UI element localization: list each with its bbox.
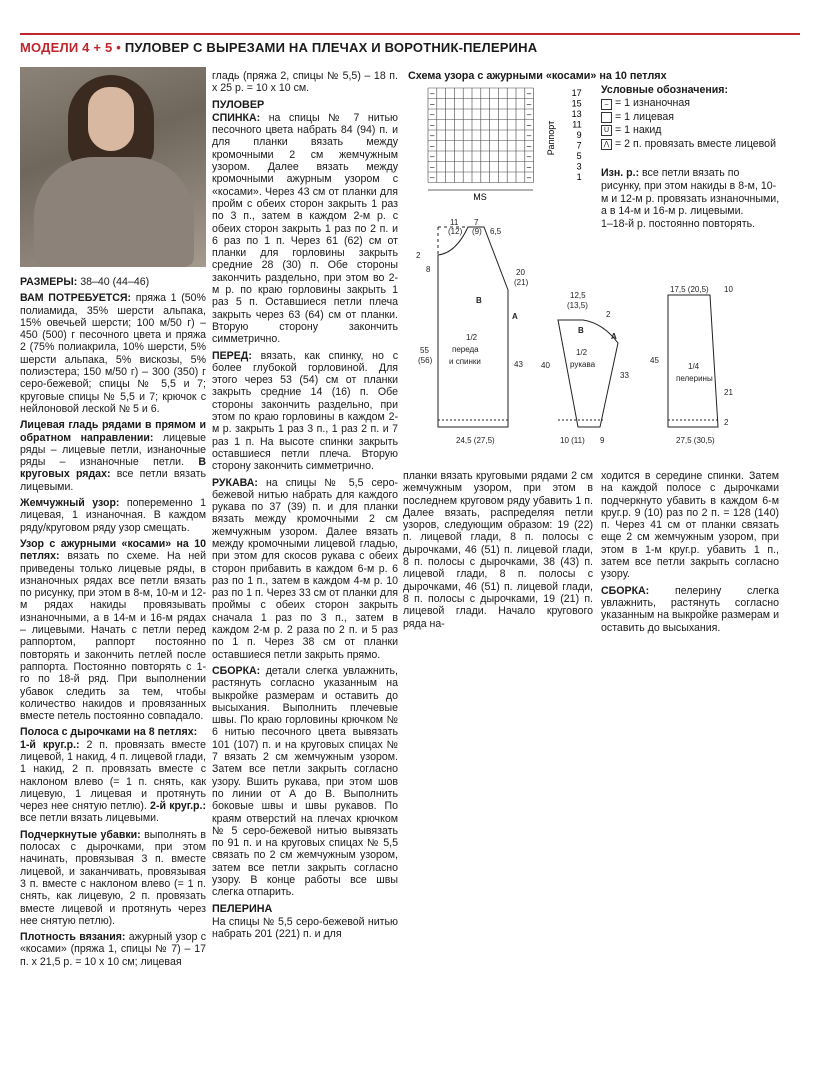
stockinette-round-text: все петли вязать лицевыми. xyxy=(20,468,206,493)
chart-row-numbers xyxy=(572,88,582,182)
stockinette-label: Лицевая гладь рядами в прямом и обратном направлении: xyxy=(20,419,206,444)
note-text: все петли вязать по рисунку, при этом накиды в 8-м, 10-м и 12-м р. провязать изнаночными, а в 14-м и 16-м р. лицевыми. xyxy=(601,167,780,218)
chart-row-number: 5 xyxy=(576,151,582,161)
sleeves-label: РУКАВА: xyxy=(212,476,258,489)
eyelet-round2-text: все петли вязать лицевыми. xyxy=(20,812,159,825)
dim-body-12: (12) xyxy=(448,227,463,236)
photo-face xyxy=(88,87,134,151)
dim-body-2: 2 xyxy=(416,251,421,260)
gauge xyxy=(20,931,206,968)
chart-row-number: 9 xyxy=(576,130,582,140)
cape-labels xyxy=(650,285,733,445)
chart-legend xyxy=(601,84,776,151)
chart-cell-mark: – xyxy=(526,162,532,172)
dim-body-20: 20 xyxy=(516,268,525,277)
dim-cape-10: 10 xyxy=(724,285,733,294)
eyelet-round1-text: 2 п. провязать вместе лицевой, 1 накид, 4 п. лицевой глади, 1 накид, 2 п. провязать вместе с наклоном влево (= 1 п. снять, как лицевую, 1 лицевая и протянуть через нее снятую петлю). xyxy=(20,738,206,813)
dim-body-9: (9) xyxy=(472,227,482,236)
cape-label-1: 1/4 xyxy=(688,362,700,371)
assembly-label: СБОРКА: xyxy=(212,664,261,677)
dim-sleeve-bottom: 10 (11) xyxy=(560,436,585,445)
chart-cell-mark: – xyxy=(430,99,435,109)
sleeve-piece xyxy=(558,320,618,427)
materials-label: ВАМ ПОТРЕБУЕТСЯ: xyxy=(20,292,132,305)
rapport-label: Раппорт xyxy=(546,120,556,156)
gauge-label: Плотность вязания: xyxy=(20,931,126,944)
sleeve-label-2: рукава xyxy=(570,360,596,369)
cape-outline xyxy=(668,295,718,427)
section-cape: ПЕЛЕРИНА xyxy=(212,902,273,915)
dim-body-65: 6,5 xyxy=(490,227,502,236)
purl-symbol: – xyxy=(601,99,612,110)
section-pullover: ПУЛОВЕР xyxy=(212,98,265,111)
assembly xyxy=(212,665,398,899)
body-label-3: и спинки xyxy=(449,357,481,366)
chart-cell-mark: – xyxy=(430,173,435,182)
cape-assembly-text: пелерину слегка увлажнить, растянуть согласно указанным на выкройке размерам и оставить до высыхания. xyxy=(601,584,779,634)
page-header xyxy=(20,33,800,55)
materials xyxy=(20,292,206,415)
eyelet-stripe xyxy=(20,726,206,824)
chart-row-number: 1 xyxy=(576,172,582,182)
chart-cell-mark: – xyxy=(526,152,532,161)
column-4 xyxy=(601,470,779,638)
dim-body-43: 43 xyxy=(514,360,523,369)
chart-cell-mark: – xyxy=(526,131,532,140)
ms-label: MS xyxy=(473,192,487,201)
cape-assembly-label: СБОРКА: xyxy=(601,584,650,597)
dim-cape-bottom: 27,5 (30,5) xyxy=(676,436,715,445)
dim-body-7: 7 xyxy=(474,218,479,227)
dim-body-21: (21) xyxy=(514,278,529,287)
sleeve-point-a: A xyxy=(611,332,617,341)
sleeves-text: на спицы № 5,5 серо-бежевой нитью набрать для каждого рукава по 37 (39) п. и для планки вязать между кромочными 2 см жемчужным узором. Далее вязать между кромочными лицевой гладью, при этом для скосов рукава с обеих сторон прибавить в каждом 6-м р. 6 раз по 1 п., затем в каждом 4-м р. 10 раз по 1 п. Через 33 см от планки для проймы с обеих сторон закрыть сначала 1 раз по 3 п., затем в каждом 2-м р. 2 раза по 2 п. и 5 раз по 1 п. Через 38 см от планки оставшиеся петли закрыть прямо. xyxy=(212,476,398,661)
legend-yo-text: = 1 накид xyxy=(615,124,662,137)
gauge-continued: гладь (пряжа 2, спицы № 5,5) – 18 п. х 25 р. = 10 х 10 см. xyxy=(212,70,398,95)
k2tog-symbol: ⋀ xyxy=(601,139,612,150)
chart-cell-mark: – xyxy=(526,99,532,109)
body-labels xyxy=(416,218,529,445)
legend-k2tog-text: = 2 п. провязать вместе лицевой xyxy=(615,137,776,150)
cape-continued: планки вязать круговыми рядами 2 см жемчужным узором, при этом в последнем круговом ряду убавить 1 п. Далее вязать, распределяя петли узоров, следующим образом: 19 (22) п. лицевой глади, 8 п. полосы с дырочками, 46 (51) п. лицевой глади, 8 п. полосы с дырочками, 38 (43) п. лицевой глади, 8 п. полосы с дырочками, 46 (51) п. лицевой глади, 8 п. полосы с дырочками, 19 (21) п. лицевой глади. Начало кругового ряда на- xyxy=(403,470,593,630)
dim-sleeve-top2: (13,5) xyxy=(567,301,588,310)
dim-body-bottom: 24,5 (27,5) xyxy=(456,436,495,445)
legend-title: Условные обозначения: xyxy=(601,84,728,96)
chart-grid xyxy=(428,88,534,183)
chart-cell-mark: – xyxy=(430,120,435,130)
legend-purl-text: = 1 изнаночная xyxy=(615,97,690,110)
seed-stitch xyxy=(20,497,206,534)
sizes-value: 38–40 (44–46) xyxy=(77,276,150,288)
column-3 xyxy=(403,470,593,634)
back-label: СПИНКА: xyxy=(212,111,261,124)
chart-title: Схема узора с ажурными «косами» на 10 петлях xyxy=(408,70,667,82)
chart-cell-mark: – xyxy=(430,162,435,172)
chart-cell-mark: – xyxy=(526,89,532,98)
body-label-1: 1/2 xyxy=(466,333,478,342)
cape-label-2: пелерины xyxy=(676,374,713,383)
chart-cell-mark: – xyxy=(430,89,435,98)
dim-body-8: 8 xyxy=(426,265,431,274)
dim-sleeve-top: 12,5 xyxy=(570,291,586,300)
cape-piece xyxy=(668,295,718,427)
dim-sleeve-2: 2 xyxy=(606,310,611,319)
chart-row-number: 3 xyxy=(576,161,582,172)
chart-row-number: 11 xyxy=(572,119,582,130)
cable-pattern xyxy=(20,538,206,722)
cable-label: Узор с ажурными «косами» на 10 петлях: xyxy=(20,537,206,563)
note-text-2: 1–18-й р. постоянно повторять. xyxy=(601,218,756,231)
body-piece xyxy=(438,227,508,427)
dim-body-11: 11 xyxy=(450,218,459,227)
dim-cape-top: 17,5 (20,5) xyxy=(670,285,709,294)
cape-assembly xyxy=(601,585,779,634)
assembly-text: детали слегка увлажнить, растянуть согласно указанным на выкройке размерам и оставить до высыхания. Выполнить плечевые швы. По краю горловины крючком № 6 нитью песочного цвета вывязать 101 (107) п. и на круговых спицах № 7 вязать 2 см жемчужным узором. Затем все петли закрыть согласно узору. Вшить рукава, при этом шов по линии от А до В. Выполнить боковые швы и швы рукавов. По краям отверстий на плечах крючком № 5 серо-бежевой нитью вывязать по 91 п. и на круговых спицах № 5,5 связать по 2 см жемчужным узором, затем все петли закрыть согласно узору. В конце работы все швы слегка отпарить. xyxy=(212,664,398,899)
yarn-over-symbol: U xyxy=(601,125,612,136)
body-label-2: переда xyxy=(452,345,479,354)
pattern-schematic xyxy=(408,215,803,470)
stitch-chart xyxy=(408,86,593,201)
chart-cell-mark: – xyxy=(430,110,435,119)
stockinette xyxy=(20,419,206,493)
legend-knit-text: = 1 лицевая xyxy=(615,110,675,123)
legend-item-yo xyxy=(601,124,776,137)
knit-symbol xyxy=(601,112,612,123)
chart-row-number: 13 xyxy=(571,109,582,119)
cable-text: вязать по схеме. На ней приведены только лицевые ряды, в изнаночных рядах все петли вязать по рисунку, при этом в 8-м, 10-м и 12-м рядах накиды провязывать изнаночными, а в 14-м и 16-м рядах – лицевыми. Начать с петли перед раппортом, раппорт постоянно повторять и закончить петлей после раппорта. Постоянно повторять с 1-го по 18-й ряд. При выполнении убавок следить за тем, чтобы количество накидов и провязанных вместе петель постоянно совпадало. xyxy=(20,550,206,723)
sizes-label: РАЗМЕРЫ: xyxy=(20,276,78,288)
eyelet-label: Полоса с дырочками на 8 петлях: xyxy=(20,726,198,739)
dim-cape-2: 2 xyxy=(724,418,729,427)
dim-body-55: 55 xyxy=(420,346,429,355)
stockinette-round-label: В круговых рядах: xyxy=(20,456,206,481)
sleeve-labels xyxy=(541,291,629,445)
dim-sleeve-9: 9 xyxy=(600,436,605,445)
chart-row-number: 7 xyxy=(576,140,582,151)
dim-body-56: (56) xyxy=(418,356,433,365)
front-label: ПЕРЕД: xyxy=(212,349,252,362)
decreases-label: Подчеркнутые убавки: xyxy=(20,828,141,841)
sleeve-outline xyxy=(558,320,618,427)
chart-cell-mark: – xyxy=(526,120,532,130)
eyelet-round2-label: 2-й круг.р.: xyxy=(150,800,206,813)
body-point-a: A xyxy=(512,312,518,321)
legend-item-purl xyxy=(601,97,776,110)
chart-cell-mark: – xyxy=(526,110,532,119)
cape-text: На спицы № 5,5 серо-бежевой нитью набрать 201 (221) п. и для xyxy=(212,915,398,941)
sizes xyxy=(20,276,206,288)
seed-text: попеременно 1 лицевая, 1 изнаночная. В каждом ряду/круговом ряду узор смещать. xyxy=(20,497,206,534)
stockinette-text: лицевые ряды – лицевые петли, изнаночные ряды – изнаночные петли. xyxy=(20,431,206,469)
front xyxy=(212,350,398,473)
decreases xyxy=(20,829,206,927)
back xyxy=(212,112,398,346)
front-text: вязать, как спинку, но с более глубокой горловиной. Для этого через 53 (54) см от планки закрыть средние 14 (16) п. Обе стороны закончить раздельно, при этом по краю горловины в каждом 2-м р. закрыть 1 раз 3 п., 1 раз 2 п. и 7 раз 1 п. На высоте спинки закрыть оставшиеся петли плеча. Вторую сторону закончить симметрично. xyxy=(212,349,398,473)
title-text: ПУЛОВЕР С ВЫРЕЗАМИ НА ПЛЕЧАХ И ВОРОТНИК-ПЕЛЕРИНА xyxy=(121,40,538,55)
dim-cape-21: 21 xyxy=(724,388,733,397)
sleeves xyxy=(212,477,398,661)
legend-item-knit xyxy=(601,111,776,124)
header-rule xyxy=(20,33,800,35)
column-2 xyxy=(212,70,398,944)
body-outline xyxy=(438,227,508,427)
chart-row-number: 17 xyxy=(571,88,582,98)
legend-item-k2tog xyxy=(601,138,776,151)
back-text: на спицы № 7 нитью песочного цвета набрать 84 (94) п. и для планки вязать между кромочными 2 см жемчужным узором. Далее вязать между кромочными ажурным узором с «косами». Через 43 см от планки для пройм с обеих сторон закрыть 1 раз по 3 п., затем в каждом 2-м р. с обеих сторон закрыть 1 раз по 2 п. и 6 раз по 1 п. Через 61 (62) см от планки для горловины закрыть средние 28 (30) п. Обе стороны закончить раздельно, при этом во 2-м р. по краю горловины закрыть 1 раз 5 п. Оставшиеся петли плеча закрыть через 63 (64) см от планки. Вторую сторону закончить симметрично. xyxy=(212,111,398,346)
cape-decreases: ходится в середине спинки. Затем на каждой полосе с дырочками подчеркнуто убавить в каждом 6-м круг.р. 9 (10) раз по 2 п. = 128 (140) п. Через 41 см от планки связать еще 2 см жемчужным узором, при этом в 1-м круг.р. убавить 1 п., затем все петли закрыть согласно узору. xyxy=(601,470,779,581)
body-point-b: B xyxy=(476,296,482,305)
model-number: МОДЕЛИ 4 + 5 • xyxy=(20,40,122,55)
dim-sleeve-33: 33 xyxy=(620,371,629,380)
sleeve-label-1: 1/2 xyxy=(576,348,588,357)
chart-cell-mark: – xyxy=(430,141,435,151)
sleeve-point-b: B xyxy=(578,326,584,335)
chart-cell-mark: – xyxy=(430,131,435,140)
page-title xyxy=(20,40,800,55)
chart-cell-mark: – xyxy=(526,173,532,182)
chart-cell-mark: – xyxy=(526,141,532,151)
materials-text: пряжа 1 (50% полиамида, 35% шерсти альпака, 15% овечьей шерсти; 100 м/50 г) – 450 (500) г песочного цвета и пряжа 2 (75% полиакрила, 10% шерсти, 5% шерсти альпака, 5% вискозы, 5% полиэстера; 150 м/50 г) – 300 (350) г серо-бежевой; спицы № 5,5 и 7; круговые спицы № 5,5 и 7; крючок с нейлоновой леской № 5 и 6. xyxy=(20,292,206,415)
column-1 xyxy=(20,276,206,972)
decreases-text: выполнять в полосах с дырочками, при этом начинать, провязывая 3 п. вместе лицевой, и заканчивать, провязывая 3 п. вместе с наклоном влево (= 1 п. снять, как лицевую, 2 п. провязать вместе лицевой и протянуть через нее снятую петлю). xyxy=(20,828,206,927)
eyelet-round1-label: 1-й круг.р.: xyxy=(20,738,80,751)
photo-cowl xyxy=(34,157,194,267)
gauge-text: ажурный узор с «косами» (пряжа 1, спицы № 7) – 17 п. х 21,5 р. = 10 х 10 см; лицевая xyxy=(20,931,206,968)
chart-row-number: 15 xyxy=(571,98,582,109)
dim-sleeve-40: 40 xyxy=(541,361,550,370)
dim-cape-45: 45 xyxy=(650,356,659,365)
model-photo xyxy=(20,67,206,267)
seed-label: Жемчужный узор: xyxy=(20,497,120,510)
chart-cell-mark: – xyxy=(430,152,435,161)
note-label: Изн. р.: xyxy=(601,167,640,179)
